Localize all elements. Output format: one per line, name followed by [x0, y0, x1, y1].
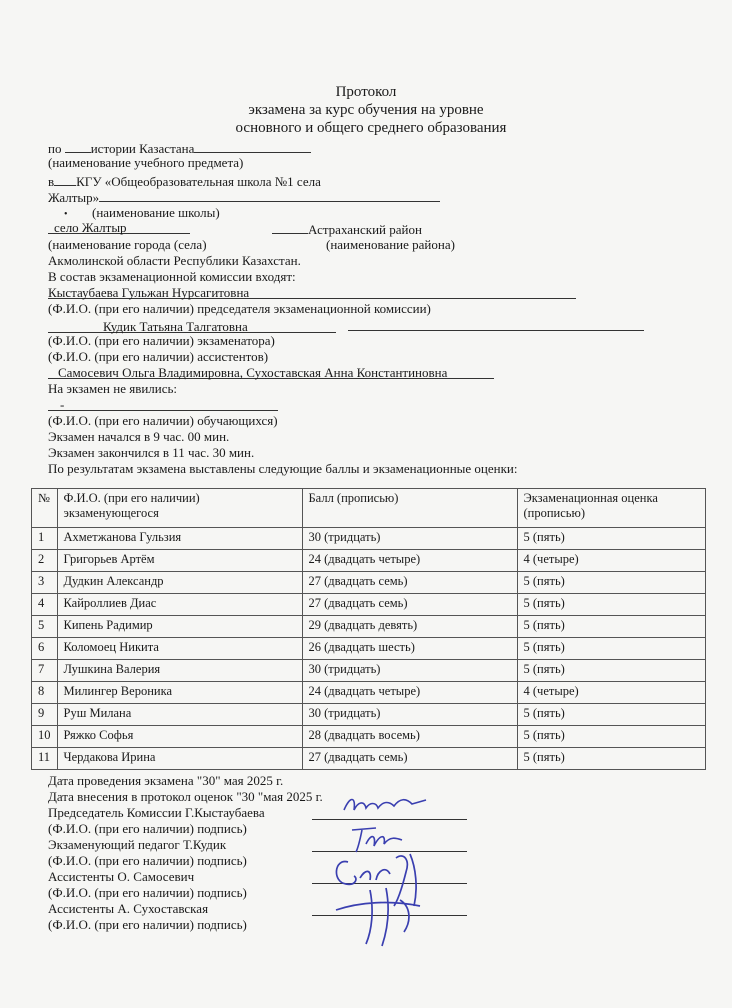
- teacher-sign-caption: (Ф.И.О. (при его наличии) подпись): [48, 853, 247, 868]
- subject-prefix: по: [48, 141, 62, 156]
- village-field: [48, 220, 190, 234]
- row-number: 1: [32, 528, 58, 550]
- row-number: 7: [32, 660, 58, 682]
- table-row: [32, 704, 706, 726]
- assistants-field: [48, 365, 494, 379]
- district-caption: (наименование района): [326, 237, 455, 252]
- doc-subtitle-1: экзамена за курс обучения на уровне: [248, 102, 484, 118]
- student-name: Лушкина Валерия: [57, 660, 302, 682]
- student-name: Ахметжанова Гульзия: [57, 528, 302, 550]
- col-header-score: Балл (прописью): [302, 489, 517, 528]
- stray-mark: •: [64, 209, 68, 220]
- assistant2-sign-line: Ассистенты А. Сухоставская: [48, 901, 209, 916]
- table-row: [32, 748, 706, 770]
- row-number: 4: [32, 594, 58, 616]
- table-row: [32, 660, 706, 682]
- subject-value: истории Казастана: [90, 141, 195, 156]
- school-line-2: [48, 188, 440, 206]
- examiner-name: Кудик Татьяна Талгатовна: [103, 319, 248, 334]
- student-grade: 5 (пять): [517, 748, 706, 770]
- grades-table: [31, 488, 706, 770]
- student-name: Руш Милана: [57, 704, 302, 726]
- student-name: Григорьев Артём: [57, 550, 302, 572]
- chair-signature: [340, 790, 440, 820]
- student-name: Дудкин Александр: [57, 572, 302, 594]
- row-number: 6: [32, 638, 58, 660]
- chair-name: Кыстаубаева Гульжан Нурсагитовна: [48, 285, 250, 300]
- student-grade: 5 (пять): [517, 594, 706, 616]
- student-score: 26 (двадцать шесть): [302, 638, 517, 660]
- region-line: Акмолинской области Республики Казахстан.: [48, 253, 301, 268]
- student-grade: 5 (пять): [517, 572, 706, 594]
- entry-date: Дата внесения в протокол оценок "30 "мая 2025 г.: [48, 789, 323, 804]
- school-prefix: в: [48, 174, 55, 189]
- table-header-row: [32, 489, 706, 528]
- table-row: [32, 616, 706, 638]
- examiner-field: [48, 319, 336, 333]
- col-header-name: Ф.И.О. (при его наличии) экзаменующегося: [57, 489, 302, 528]
- table-row: [32, 572, 706, 594]
- student-score: 24 (двадцать четыре): [302, 682, 517, 704]
- student-grade: 5 (пять): [517, 660, 706, 682]
- table-row: [32, 528, 706, 550]
- student-grade: 4 (четыре): [517, 550, 706, 572]
- assistants-caption: (Ф.И.О. (при его наличии) ассистентов): [48, 349, 269, 364]
- col-header-number: №: [32, 489, 58, 528]
- absent-value: -: [60, 397, 65, 412]
- chair-field: [48, 285, 576, 299]
- blank-underline: [54, 172, 76, 186]
- student-grade: 5 (пять): [517, 704, 706, 726]
- village-value: село Жалтыр: [54, 220, 127, 235]
- row-number: 9: [32, 704, 58, 726]
- student-score: 27 (двадцать семь): [302, 572, 517, 594]
- student-name: Кипень Радимир: [57, 616, 302, 638]
- assistant1-sign-line: Ассистенты О. Самосевич: [48, 869, 195, 884]
- blank-underline: [272, 220, 308, 234]
- teacher-sign-line: Экзаменующий педагог Т.Кудик: [48, 837, 227, 852]
- village-caption: (наименование города (села): [48, 237, 207, 252]
- table-row: [32, 682, 706, 704]
- student-name: Чердакова Ирина: [57, 748, 302, 770]
- blank-underline: [194, 139, 311, 153]
- school-caption: (наименование школы): [92, 205, 220, 220]
- exam-end: Экзамен закончился в 11 час. 30 мин.: [48, 445, 255, 460]
- student-score: 27 (двадцать семь): [302, 748, 517, 770]
- row-number: 3: [32, 572, 58, 594]
- absent-caption: (Ф.И.О. (при его наличии) обучающихся): [48, 413, 278, 428]
- student-grade: 5 (пять): [517, 726, 706, 748]
- student-score: 28 (двадцать восемь): [302, 726, 517, 748]
- student-name: Коломоец Никита: [57, 638, 302, 660]
- col-header-grade: Экзаменационная оценка (прописью): [517, 489, 706, 528]
- assistant2-sign-caption: (Ф.И.О. (при его наличии) подпись): [48, 917, 247, 932]
- student-score: 29 (двадцать девять): [302, 616, 517, 638]
- chair-line: [48, 285, 576, 301]
- student-grade: 5 (пять): [517, 616, 706, 638]
- district-line: [272, 220, 422, 238]
- table-row: [32, 594, 706, 616]
- exam-start: Экзамен начался в 9 час. 00 мин.: [48, 429, 230, 444]
- row-number: 10: [32, 726, 58, 748]
- subject-caption: (наименование учебного предмета): [48, 155, 244, 170]
- district-value: Астраханский район: [308, 222, 422, 237]
- absent-line: [48, 397, 278, 413]
- row-number: 5: [32, 616, 58, 638]
- commission-intro: В состав экзаменационной комиссии входят:: [48, 269, 296, 284]
- table-row: [32, 726, 706, 748]
- student-score: 30 (тридцать): [302, 528, 517, 550]
- table-row: [32, 638, 706, 660]
- blank-underline: [348, 317, 644, 331]
- student-grade: 5 (пять): [517, 528, 706, 550]
- blank-underline: [65, 139, 91, 153]
- student-name: Милингер Вероника: [57, 682, 302, 704]
- student-name: Ряжко Софья: [57, 726, 302, 748]
- results-intro: По результатам экзамена выставлены следующие баллы и экзаменационные оценки:: [48, 461, 518, 476]
- student-name: Кайроллиев Диас: [57, 594, 302, 616]
- absent-field: [48, 397, 278, 411]
- exam-date: Дата проведения экзамена "30" мая 2025 г.: [48, 773, 284, 788]
- chair-sign-caption: (Ф.И.О. (при его наличии) подпись): [48, 821, 247, 836]
- assistants-names: Самосевич Ольга Владимировна, Сухоставская Анна Константиновна: [58, 365, 448, 380]
- row-number: 11: [32, 748, 58, 770]
- table-row: [32, 550, 706, 572]
- student-score: 30 (тридцать): [302, 704, 517, 726]
- student-grade: 4 (четыре): [517, 682, 706, 704]
- assistant2-signature: [330, 880, 440, 950]
- chair-sign-line: Председатель Комиссии Г.Кыстаубаева: [48, 805, 265, 820]
- student-grade: 5 (пять): [517, 638, 706, 660]
- school-name-2: Жалтыр»: [48, 190, 100, 205]
- school-name-1: КГУ «Общеобразовательная школа №1 села: [76, 174, 321, 189]
- doc-subtitle-2: основного и общего среднего образования: [235, 120, 507, 136]
- village-line: [48, 220, 190, 236]
- row-number: 2: [32, 550, 58, 572]
- student-score: 27 (двадцать семь): [302, 594, 517, 616]
- student-score: 30 (тридцать): [302, 660, 517, 682]
- student-score: 24 (двадцать четыре): [302, 550, 517, 572]
- examiner-caption: (Ф.И.О. (при его наличии) экзаменатора): [48, 333, 275, 348]
- blank-underline: [99, 188, 440, 202]
- absent-label: На экзамен не явились:: [48, 381, 178, 396]
- doc-title: Протокол: [335, 84, 397, 100]
- row-number: 8: [32, 682, 58, 704]
- assistant1-sign-caption: (Ф.И.О. (при его наличии) подпись): [48, 885, 247, 900]
- assistants-line: [48, 365, 494, 381]
- chair-caption: (Ф.И.О. (при его наличии) председателя экзаменационной комиссии): [48, 301, 431, 316]
